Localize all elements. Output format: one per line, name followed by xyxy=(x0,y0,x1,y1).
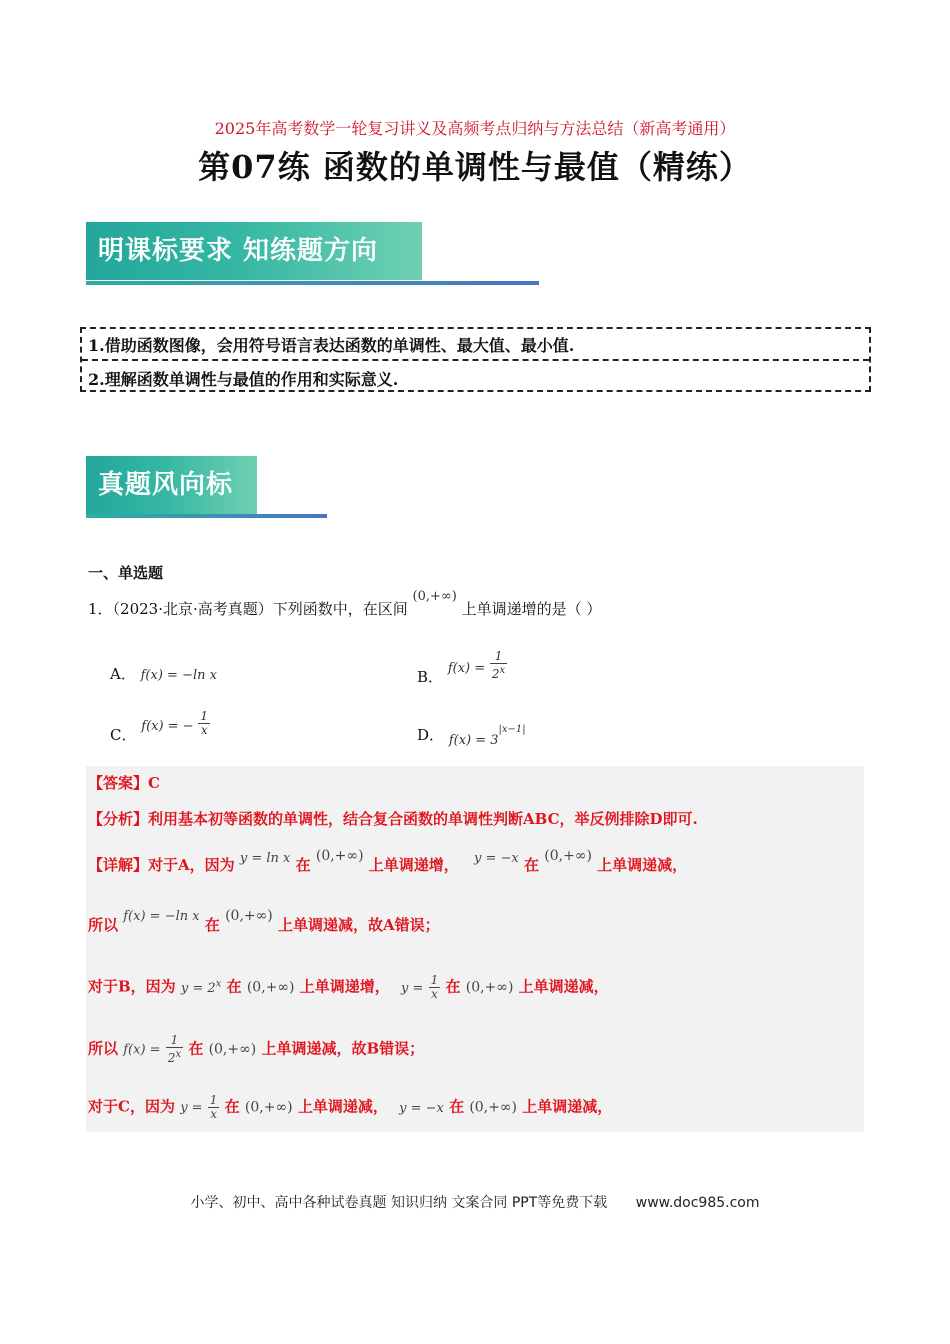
option-b-den: 2 xyxy=(491,667,500,681)
question-prefix: 1．（2023·北京·高考真题）下列函数中，在区间 xyxy=(88,600,408,618)
footer-text: 小学、初中、高中各种试卷真题 知识归纳 文案合同 PPT等免费下载 xyxy=(190,1195,608,1211)
detail-y-lnx: y = ln x xyxy=(239,851,291,866)
section-heading: 一、单选题 xyxy=(88,564,164,582)
detail-suoyi-2: 所以 xyxy=(88,1039,119,1058)
option-b-lhs: f(x) = xyxy=(447,660,486,676)
question-suffix: 上单调递增的是（ ） xyxy=(461,600,602,618)
detail-interval-4: (0,+∞) xyxy=(246,979,295,996)
option-d xyxy=(417,724,526,748)
requirements-box xyxy=(80,327,871,392)
real-questions-banner xyxy=(86,456,257,514)
detail-zai-2: 在 xyxy=(524,856,540,874)
answer-analysis: 【分析】利用基本初等函数的单调性，结合复合函数的单调性判断ABC，举反例排除D即可. xyxy=(88,810,698,828)
detail-exp-x: x xyxy=(215,978,222,990)
option-c xyxy=(110,709,210,744)
option-b-fraction xyxy=(490,650,507,681)
answer-detail-line-2 xyxy=(88,908,440,935)
detail-a-wrong: 上单调递减，故A错误； xyxy=(278,916,440,934)
real-questions-banner-label: 真题风向标 xyxy=(86,456,257,514)
answer-box xyxy=(86,766,864,1132)
question-interval: (0,+∞) xyxy=(412,589,457,604)
option-b-label: B． xyxy=(417,667,444,686)
detail-c-y-lhs: y = xyxy=(180,1100,203,1116)
detail-f-fraction xyxy=(166,1034,183,1065)
detail-f-num: 1 xyxy=(166,1034,183,1048)
detail-for-c: 对于C，因为 xyxy=(88,1097,175,1116)
option-b-num: 1 xyxy=(490,650,507,664)
option-c-num: 1 xyxy=(200,709,209,723)
detail-b-wrong: 上单调递减，故B错误； xyxy=(261,1039,425,1058)
detail-1x-num: 1 xyxy=(430,973,439,987)
detail-f-den: 2 xyxy=(167,1051,176,1065)
requirements-banner-label: 明课标要求 知练题方向 xyxy=(86,222,422,280)
detail-f-neglnx: f(x) = −ln x xyxy=(123,909,200,924)
option-d-lhs: f(x) = 3 xyxy=(448,733,499,748)
detail-zai: 在 xyxy=(295,856,311,874)
requirements-banner-underline xyxy=(86,281,539,285)
option-c-label: C． xyxy=(110,725,137,744)
detail-zai-3: 在 xyxy=(204,916,220,934)
detail-dec: 上单调递减， xyxy=(597,856,688,874)
detail-c-den: x xyxy=(210,1107,217,1121)
detail-1x-fraction xyxy=(429,974,441,1001)
detail-interval-5: (0,+∞) xyxy=(465,979,514,996)
detail-f-exp: x xyxy=(175,1049,182,1060)
detail-zai-4: 在 xyxy=(226,977,242,996)
detail-prefix: 【详解】对于A，因为 xyxy=(88,856,235,874)
detail-y-2x: y = 2 xyxy=(180,980,216,996)
detail-1x-den: x xyxy=(431,987,438,1001)
detail-f-lhs: f(x) = xyxy=(123,1042,161,1058)
answer-detail-line-5 xyxy=(88,1094,612,1121)
detail-dec-2: 上单调递减， xyxy=(518,977,609,996)
detail-interval-8: (0,+∞) xyxy=(469,1099,517,1116)
detail-zai-5: 在 xyxy=(445,977,461,996)
detail-interval-6: (0,+∞) xyxy=(208,1041,257,1058)
answer-detail-line-3 xyxy=(88,974,609,1001)
page-footer xyxy=(0,1192,950,1212)
detail-c-y-negx: y = −x xyxy=(399,1100,444,1116)
detail-for-b: 对于B，因为 xyxy=(88,977,176,996)
detail-zai-6: 在 xyxy=(188,1039,204,1058)
detail-inc: 上单调递增， xyxy=(368,856,459,874)
real-questions-banner-underline xyxy=(86,514,327,518)
detail-interval-3: (0,+∞) xyxy=(225,908,273,924)
detail-y-1x-lhs: y = xyxy=(401,980,424,996)
answer-label: 【答案】C xyxy=(88,774,160,792)
footer-site-link[interactable]: www.doc985.com xyxy=(635,1195,760,1211)
option-c-den: x xyxy=(200,723,208,737)
detail-interval-2: (0,+∞) xyxy=(544,848,592,864)
detail-c-fraction xyxy=(208,1094,220,1121)
question-1 xyxy=(88,589,602,619)
option-c-lhs: f(x) = − xyxy=(141,718,194,734)
option-c-fraction xyxy=(198,710,210,737)
option-d-exp: |x−1| xyxy=(498,724,526,735)
detail-y-negx: y = −x xyxy=(474,851,519,866)
option-d-label: D． xyxy=(417,726,445,744)
detail-inc-2: 上单调递增， xyxy=(299,977,390,996)
requirements-banner xyxy=(86,222,422,280)
detail-dec-3: 上单调递减， xyxy=(297,1097,388,1116)
option-b-exp: x xyxy=(499,665,506,676)
requirements-divider xyxy=(82,359,869,361)
option-a xyxy=(110,663,217,684)
detail-zai-7: 在 xyxy=(224,1097,240,1116)
detail-c-num: 1 xyxy=(209,1093,218,1107)
answer-detail-line-4 xyxy=(88,1034,424,1065)
answer-detail-line-1 xyxy=(88,848,688,875)
requirement-1: 1.借助函数图像，会用符号语言表达函数的单调性、最大值、最小值. xyxy=(88,336,575,355)
option-b xyxy=(417,649,507,686)
option-a-math: f(x) = −ln x xyxy=(140,668,217,683)
detail-suoyi: 所以 xyxy=(88,916,119,934)
requirement-2: 2.理解函数单调性与最值的作用和实际意义. xyxy=(88,370,399,389)
detail-zai-8: 在 xyxy=(449,1097,465,1116)
detail-interval-7: (0,+∞) xyxy=(244,1099,293,1116)
detail-dec-4: 上单调递减， xyxy=(522,1097,613,1116)
document-subtitle: 2025年高考数学一轮复习讲义及高频考点归纳与方法总结（新高考通用） xyxy=(214,119,736,138)
option-a-label: A． xyxy=(110,665,136,683)
detail-interval: (0,+∞) xyxy=(315,848,364,864)
document-title: 第07练 函数的单调性与最值（精练） xyxy=(198,148,752,186)
